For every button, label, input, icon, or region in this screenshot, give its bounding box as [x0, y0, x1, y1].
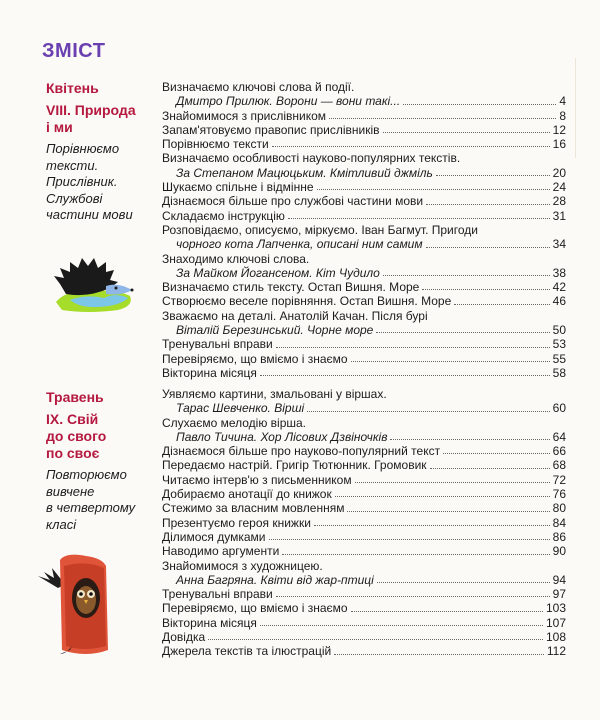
topic-line: Повторюємо	[46, 467, 127, 482]
toc-page-number: 64	[552, 429, 566, 444]
toc-leader-dots	[383, 131, 550, 133]
toc-leader-dots	[436, 174, 550, 176]
toc-entry-title: Павло Тичина. Хор Лісових Дзвіночків	[176, 429, 388, 444]
toc-entry	[162, 458, 566, 472]
toc-entry-title: Тренувальні вправи	[162, 587, 273, 602]
toc-entry	[162, 80, 566, 94]
toc-page-number: 68	[552, 458, 566, 473]
topic-line: Прислівник.	[46, 174, 118, 189]
toc-page-number: 94	[552, 572, 566, 587]
toc-leader-dots	[376, 331, 549, 333]
toc-entry	[162, 387, 566, 401]
toc-page-number: 38	[552, 265, 566, 280]
toc-entry	[162, 166, 566, 180]
toc-leader-dots	[276, 346, 550, 348]
unit-title-line-1: IX. Свій	[46, 411, 99, 427]
toc-entry	[162, 473, 566, 487]
toc-entry	[162, 194, 566, 208]
toc-leader-dots	[351, 610, 543, 612]
unit-topic	[46, 141, 133, 224]
toc-page-number: 31	[552, 208, 566, 223]
toc-entry-title: Дізнаємося більше про науково-популярний текст	[162, 444, 441, 459]
toc-leader-dots	[335, 495, 550, 497]
toc-entry-title: Складаємо інструкцію	[162, 208, 285, 223]
toc-leader-dots	[260, 374, 550, 376]
toc-entry	[162, 209, 566, 223]
toc-page-number: 58	[552, 365, 566, 380]
toc-entry-title: Довідка	[162, 630, 206, 645]
toc-entry	[162, 616, 566, 630]
toc-page-number: 24	[552, 180, 566, 195]
toc-entry	[162, 237, 566, 251]
toc-entry	[162, 252, 566, 266]
toc-page-number: 53	[552, 337, 566, 352]
topic-line: класі	[46, 516, 77, 532]
toc-page-number: 55	[552, 351, 566, 366]
toc-entry-title: Визначаємо ключові слова й події.	[162, 80, 355, 94]
toc-leader-dots	[390, 438, 549, 440]
toc-leader-dots	[347, 510, 549, 512]
hedgehog-illustration	[48, 250, 138, 315]
toc-leader-dots	[329, 117, 556, 119]
toc-leader-dots	[208, 638, 543, 640]
toc-entry-title: Стежимо за власним мовленням	[162, 501, 345, 516]
toc-entry-title: За Степаном Мацюцьким. Кмітливий джміль	[176, 165, 433, 180]
toc-entry-title: Вікторина місяця	[162, 615, 257, 630]
toc-entry-title: Читаємо інтерв'ю з письменником	[162, 472, 352, 487]
toc-page-number: 28	[552, 194, 566, 209]
month-april: Квітень	[46, 80, 99, 96]
toc-page-number: 8	[559, 108, 566, 123]
toc-leader-dots	[426, 203, 550, 205]
toc-entry	[162, 280, 566, 294]
topic-line: Службові	[46, 190, 103, 206]
toc-entry	[162, 430, 566, 444]
toc-leader-dots	[351, 360, 550, 362]
unit-title-line-2: до свого	[46, 428, 107, 444]
toc-page-number: 107	[545, 615, 566, 630]
toc-page-number: 46	[552, 294, 566, 309]
toc-leader-dots	[282, 553, 549, 555]
toc-page-number: 90	[552, 544, 566, 559]
toc-entry	[162, 223, 566, 237]
toc-entry-title: Слухаємо мелодію вірша.	[162, 415, 307, 430]
toc-leader-dots	[422, 288, 549, 290]
toc-entry-title: чорного кота Лапченка, описані ним самим	[176, 237, 423, 252]
toc-entry	[162, 601, 566, 615]
toc-leader-dots	[288, 217, 550, 219]
toc-leader-dots	[334, 653, 544, 655]
toc-entry-title: Ділимося думками	[162, 529, 266, 544]
toc-leader-dots	[269, 538, 550, 540]
page-title: ЗМІСТ	[42, 40, 106, 62]
toc-entry	[162, 573, 566, 587]
toc-page-number: 42	[552, 280, 566, 295]
toc-leader-dots	[430, 467, 550, 469]
toc-leader-dots	[454, 303, 549, 305]
toc-entry-title: Визначаємо особливості науково-популярних текстів.	[162, 151, 461, 166]
toc-entry	[162, 323, 566, 337]
toc-entry	[162, 137, 566, 151]
toc-entry	[162, 501, 566, 515]
unit-title-line-1: VIII. Природа	[46, 102, 136, 118]
topic-line: вивчене	[46, 483, 95, 499]
toc-entry-title: Знайомимося з прислівником	[162, 108, 327, 123]
toc-entry	[162, 366, 566, 380]
toc-page-number: 108	[545, 630, 566, 645]
toc-entry	[162, 644, 566, 658]
toc-entry	[162, 587, 566, 601]
toc-entry-title: Тарас Шевченко. Вірші	[176, 401, 305, 416]
toc-entry-title: Перевіряємо, що вміємо і знаємо	[162, 601, 348, 616]
topic-line: Порівнюємо	[46, 141, 120, 156]
toc-entry	[162, 266, 566, 280]
toc-entry-title: Знаходимо ключові слова.	[162, 251, 310, 266]
toc-entry	[162, 123, 566, 137]
toc-leader-dots	[383, 274, 550, 276]
toc-page-number: 16	[552, 137, 566, 152]
toc-leader-dots	[403, 103, 556, 105]
toc-leader-dots	[377, 581, 550, 583]
toc-entry	[162, 352, 566, 366]
toc-entry-title: Розповідаємо, описуємо, міркуємо. Іван Багмут. Пригоди	[162, 222, 478, 237]
toc-entry-title: Дмитро Прилюк. Ворони — вони такі...	[176, 94, 401, 109]
toc-page-number: 20	[552, 165, 566, 180]
toc-entry-title: Знайомимося з художницею.	[162, 558, 323, 573]
toc-april	[162, 80, 566, 380]
toc-entry	[162, 444, 566, 458]
toc-page-number: 112	[546, 644, 566, 659]
toc-entry-title: Вікторина місяця	[162, 365, 257, 380]
toc-entry-title: Дізнаємося більше про службові частини мови	[162, 194, 424, 209]
toc-entry-title: Створюємо веселе порівняння. Остап Вишня. Море	[162, 294, 452, 309]
toc-entry	[162, 180, 566, 194]
topic-line: в четвертому	[46, 500, 136, 515]
toc-entry-title: Уявляємо картини, змальовані у віршах.	[162, 387, 387, 401]
toc-page-number: 97	[552, 587, 566, 602]
toc-page-number: 84	[552, 515, 566, 530]
toc-page-number: 60	[552, 401, 566, 416]
toc-entry	[162, 630, 566, 644]
toc-leader-dots	[307, 410, 549, 412]
toc-page-number: 50	[552, 323, 566, 338]
toc-may	[162, 387, 566, 659]
toc-entry	[162, 530, 566, 544]
toc-entry-title: Зважаємо на деталі. Анатолій Качан. Після бурі	[162, 308, 428, 323]
month-may: Травень	[46, 389, 104, 405]
toc-entry-title: Запам'ятовуємо правопис прислівників	[162, 122, 380, 137]
unit-title-line-2: і ми	[46, 119, 73, 135]
toc-entry-title: Презентуємо героя книжки	[162, 515, 311, 530]
toc-leader-dots	[426, 246, 550, 248]
toc-leader-dots	[272, 145, 550, 147]
toc-entry-title: Наводимо аргументи	[162, 544, 280, 559]
toc-entry	[162, 416, 566, 430]
toc-entry	[162, 559, 566, 573]
toc-entry	[162, 401, 566, 415]
toc-entry	[162, 294, 566, 308]
toc-entry	[162, 544, 566, 558]
toc-entry-title: Шукаємо спільне і відмінне	[162, 180, 314, 195]
toc-leader-dots	[260, 624, 543, 626]
toc-entry-title: За Майком Йогансеном. Кіт Чудило	[176, 265, 380, 280]
topic-line: тексти.	[46, 157, 99, 173]
toc-page-number: 76	[552, 487, 566, 502]
toc-entry-title: Добираємо анотації до книжок	[162, 487, 332, 502]
unit-topic	[46, 467, 135, 533]
toc-entry-title: Перевіряємо, що вміємо і знаємо	[162, 351, 348, 366]
toc-page-number: 86	[552, 529, 566, 544]
toc-leader-dots	[317, 188, 550, 190]
toc-leader-dots	[276, 595, 550, 597]
toc-entry	[162, 109, 566, 123]
toc-page-number: 103	[545, 601, 566, 616]
margin-rule	[575, 58, 576, 158]
toc-entry	[162, 487, 566, 501]
toc-entry-title: Віталій Березинський. Чорне море	[176, 323, 374, 338]
toc-page-number: 80	[552, 501, 566, 516]
toc-entry-title: Тренувальні вправи	[162, 337, 273, 352]
toc-entry	[162, 516, 566, 530]
toc-page-number: 72	[552, 472, 566, 487]
toc-entry	[162, 337, 566, 351]
toc-entry	[162, 309, 566, 323]
toc-entry	[162, 151, 566, 165]
toc-entry-title: Джерела текстів та ілюстрацій	[162, 644, 332, 659]
unit-title-line-3: по своє	[46, 445, 100, 461]
topic-line: частини мови	[46, 207, 133, 222]
toc-page-number: 66	[552, 444, 566, 459]
toc-entry-title: Передаємо настрій. Григір Тютюнник. Громовик	[162, 458, 427, 473]
toc-page-number: 12	[552, 122, 566, 137]
toc-page-number: 34	[552, 237, 566, 252]
toc-leader-dots	[314, 524, 550, 526]
toc-entry-title: Визначаємо стиль тексту. Остап Вишня. Море	[162, 280, 420, 295]
toc-entry-title: Анна Багряна. Квіти від жар-птиці	[176, 572, 374, 587]
toc-entry-title: Порівнюємо тексти	[162, 137, 269, 152]
toc-leader-dots	[355, 481, 550, 483]
toc-entry	[162, 94, 566, 108]
owl-stump-illustration	[36, 550, 116, 660]
toc-page-number: 4	[559, 94, 566, 109]
toc-leader-dots	[443, 452, 550, 454]
